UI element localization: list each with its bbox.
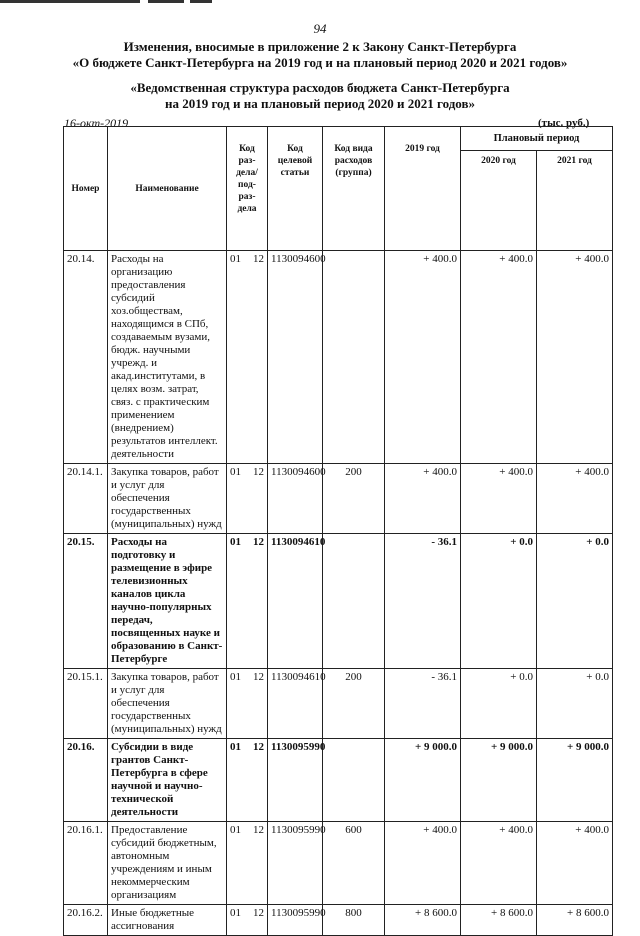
row-value-2019: + 8 600.0: [385, 905, 461, 936]
header-kind: Код вида расходов (группа): [323, 127, 385, 251]
header-target: Код целевой статьи: [268, 127, 323, 251]
row-name: Закупка товаров, работ и услуг для обеспечения государственных (муниципальных) нужд: [108, 669, 227, 739]
row-target-code: 1130094600: [268, 251, 323, 464]
row-value-2019: - 36.1: [385, 669, 461, 739]
row-target-code: 1130094610: [268, 534, 323, 669]
section-code: 01: [230, 253, 241, 265]
row-value-2020: + 400.0: [461, 251, 537, 464]
section-code: 01: [230, 741, 241, 753]
table-row: [64, 905, 613, 936]
subsection-code: 12: [253, 671, 264, 683]
row-section-code: [227, 822, 268, 905]
page-number: 94: [313, 21, 327, 36]
row-value-2021: + 400.0: [537, 251, 613, 464]
table-row: [64, 669, 613, 739]
header-name: Наименование: [108, 127, 227, 251]
row-value-2021: + 400.0: [537, 822, 613, 905]
row-value-2019: + 400.0: [385, 251, 461, 464]
subsection-code: 12: [253, 741, 264, 753]
row-value-2019: + 9 000.0: [385, 739, 461, 822]
header-plan-period: Плановый период: [461, 127, 613, 151]
row-value-2020: + 0.0: [461, 534, 537, 669]
subtitle-line-1: «Ведомственная структура расходов бюджета Санкт-Петербурга: [130, 80, 510, 95]
row-kind-code: 200: [323, 669, 385, 739]
subsection-code: 12: [253, 907, 264, 919]
row-kind-code: 200: [323, 464, 385, 534]
subtitle-line-2: на 2019 год и на плановый период 2020 и 2021 годов»: [164, 96, 475, 111]
row-kind-code: 800: [323, 905, 385, 936]
row-kind-code: [323, 251, 385, 464]
header-number: Номер: [64, 127, 108, 251]
row-kind-code: [323, 739, 385, 822]
row-name: Расходы на подготовку и размещение в эфире телевизионных каналов цикла научно-популярных передач, посвященных науке и образованию в Санкт-Петербурге: [108, 534, 227, 669]
row-name: Предоставление субсидий бюджетным, автономным учреждениям и иным некоммерческим организациям: [108, 822, 227, 905]
document-date: 16-окт-2019: [64, 116, 129, 130]
row-section-code: [227, 251, 268, 464]
row-number: 20.15.: [64, 534, 108, 669]
row-value-2021: + 400.0: [537, 464, 613, 534]
row-name: Расходы на организацию предоставления субсидий хоз.обществам, находящимся в СПб, создаваемым вузами, бюдж. научными учрежд. и акад.институтами, в целях возм. затрат, связ. с практическим применением (внедрением) результатов интеллект. деятельности: [108, 251, 227, 464]
header-2020: 2020 год: [461, 151, 537, 251]
row-value-2021: + 9 000.0: [537, 739, 613, 822]
top-edge-marks: [0, 0, 215, 4]
table-row: [64, 251, 613, 464]
units-label: (тыс. руб.): [538, 117, 590, 129]
row-value-2019: + 400.0: [385, 464, 461, 534]
row-kind-code: 600: [323, 822, 385, 905]
row-value-2020: + 0.0: [461, 669, 537, 739]
row-value-2021: + 0.0: [537, 669, 613, 739]
row-section-code: [227, 464, 268, 534]
row-section-code: [227, 739, 268, 822]
subsection-code: 12: [253, 536, 264, 548]
row-section-code: [227, 534, 268, 669]
row-kind-code: [323, 534, 385, 669]
row-value-2020: + 400.0: [461, 464, 537, 534]
header-2021: 2021 год: [537, 151, 613, 251]
table-row: [64, 822, 613, 905]
row-value-2019: + 400.0: [385, 822, 461, 905]
row-name: Субсидии в виде грантов Санкт-Петербурга в сфере научной и научно-технической деятельности: [108, 739, 227, 822]
row-value-2020: + 8 600.0: [461, 905, 537, 936]
row-target-code: 1130094600: [268, 464, 323, 534]
row-target-code: 1130094610: [268, 669, 323, 739]
row-value-2021: + 0.0: [537, 534, 613, 669]
row-number: 20.15.1.: [64, 669, 108, 739]
row-number: 20.14.: [64, 251, 108, 464]
section-code: 01: [230, 466, 241, 478]
section-code: 01: [230, 824, 241, 836]
title-line-1: Изменения, вносимые в приложение 2 к Закону Санкт-Петербурга: [123, 39, 517, 54]
row-target-code: 1130095990: [268, 822, 323, 905]
row-number: 20.16.1.: [64, 822, 108, 905]
subsection-code: 12: [253, 824, 264, 836]
header-section: Код раз- дела/ под- раз- дела: [227, 127, 268, 251]
subsection-code: 12: [253, 466, 264, 478]
table-row: [64, 739, 613, 822]
row-name: Иные бюджетные ассигнования: [108, 905, 227, 936]
row-name: Закупка товаров, работ и услуг для обеспечения государственных (муниципальных) нужд: [108, 464, 227, 534]
row-section-code: [227, 669, 268, 739]
table-row: [64, 534, 613, 669]
row-number: 20.16.2.: [64, 905, 108, 936]
row-value-2019: - 36.1: [385, 534, 461, 669]
row-target-code: 1130095990: [268, 739, 323, 822]
row-target-code: 1130095990: [268, 905, 323, 936]
row-number: 20.14.1.: [64, 464, 108, 534]
document-subtitle: [0, 80, 640, 112]
row-number: 20.16.: [64, 739, 108, 822]
document-title: [0, 39, 640, 71]
row-section-code: [227, 905, 268, 936]
budget-table: [63, 126, 613, 936]
section-code: 01: [230, 671, 241, 683]
row-value-2021: + 8 600.0: [537, 905, 613, 936]
row-value-2020: + 9 000.0: [461, 739, 537, 822]
subsection-code: 12: [253, 253, 264, 265]
table-row: [64, 464, 613, 534]
section-code: 01: [230, 536, 241, 548]
header-2019: 2019 год: [385, 127, 461, 251]
title-line-2: «О бюджете Санкт-Петербурга на 2019 год и на плановый период 2020 и 2021 годов»: [72, 55, 568, 70]
section-code: 01: [230, 907, 241, 919]
row-value-2020: + 400.0: [461, 822, 537, 905]
